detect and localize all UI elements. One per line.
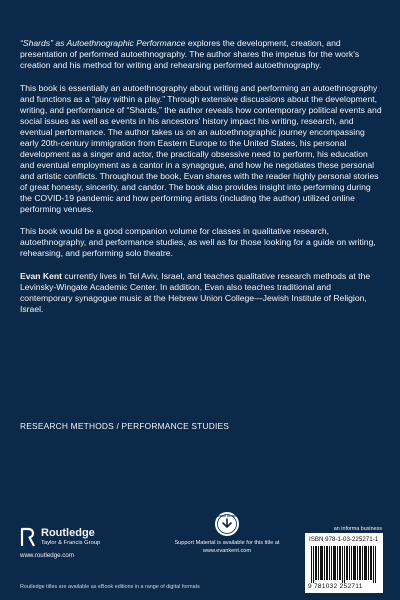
support-url[interactable]: www.evankent.com [202, 547, 252, 554]
isbn-barcode [305, 533, 383, 593]
blurb-paragraph-2: This book is essentially an autoethnography about writing and performing an autoethnography and functions as a “play within a play.” Through extensive discussions about the development, writing, and performance of “Shards,” the author reveals how contemporary political events and social issues as well as events in his ancestors’ history impact his writing, research, and eventual performance. The author takes us on an autoethnographic journey encompassing early 20th-century immigration from Eastern Europe to the United States, his personal development as a singer and actor, the practically obsessive need to perform, his education and eventual employment as a cantor in a synagogue, and how he negotiates these personal and artistic conflicts. Throughout the book, Evan shares with the reader highly personal stories of great honesty, sincerity, and candor. The book also provides insight into performing during the COVID-19 pandemic and how performing artists (including the author) utilized online performing venues. [20, 83, 382, 214]
publisher-name: Routledge [41, 527, 95, 539]
subject-category: RESEARCH METHODS / PERFORMANCE STUDIES [20, 421, 230, 431]
barcode-digits: 9 781032 252711 [308, 583, 363, 590]
blurb-paragraph-3: This book would be a good companion volume for classes in qualitative research, autoethnography, and performance studies, as well as for those looking for a guide on writing, rehearsing, and performing solo theatre. [20, 226, 376, 258]
publisher-group: Taylor & Francis Group [41, 540, 101, 546]
author-bio-text: currently lives in Tel Aviv, Israel, and teaches qualitative research methods at the Levinsky-Wingate Academic Center. In addition, Evan also teaches traditional and contemporary synagogue music at the Hebrew Union College—Jewish Institute of Religion, Israel. [20, 271, 371, 314]
support-badge-label: SUPPORT MATERIAL [215, 516, 239, 519]
blurb-paragraph-1 [20, 38, 382, 71]
routledge-logo-icon [20, 527, 37, 547]
back-cover-blurb [20, 38, 382, 326]
ebook-availability-note: Routledge titles are available as eBook editions in a range of digital formats [20, 584, 200, 590]
blurb-paragraph-1-text: explores the development, creation, and presentation of performed autoethnography. The author shares the impetus for the work’s creation and his method for writing and rehearsing performed autoethnography. [20, 38, 360, 70]
support-text-line-1: Support Material is available for this title at [174, 540, 280, 546]
book-title-italic: “Shards” as Autoethnographic Performance [20, 38, 186, 48]
support-material-text [167, 540, 287, 555]
informa-tagline: an informa business [333, 526, 382, 532]
publisher-logo-block [20, 527, 100, 559]
support-material-block [167, 511, 287, 555]
publisher-website[interactable]: www.routledge.com [20, 552, 74, 559]
support-material-badge-icon [214, 511, 240, 537]
author-name: Evan Kent [20, 271, 63, 281]
isbn-text: ISBN 978-1-03-225271-1 [309, 536, 379, 543]
barcode-bars [311, 546, 377, 583]
author-bio [20, 271, 382, 315]
